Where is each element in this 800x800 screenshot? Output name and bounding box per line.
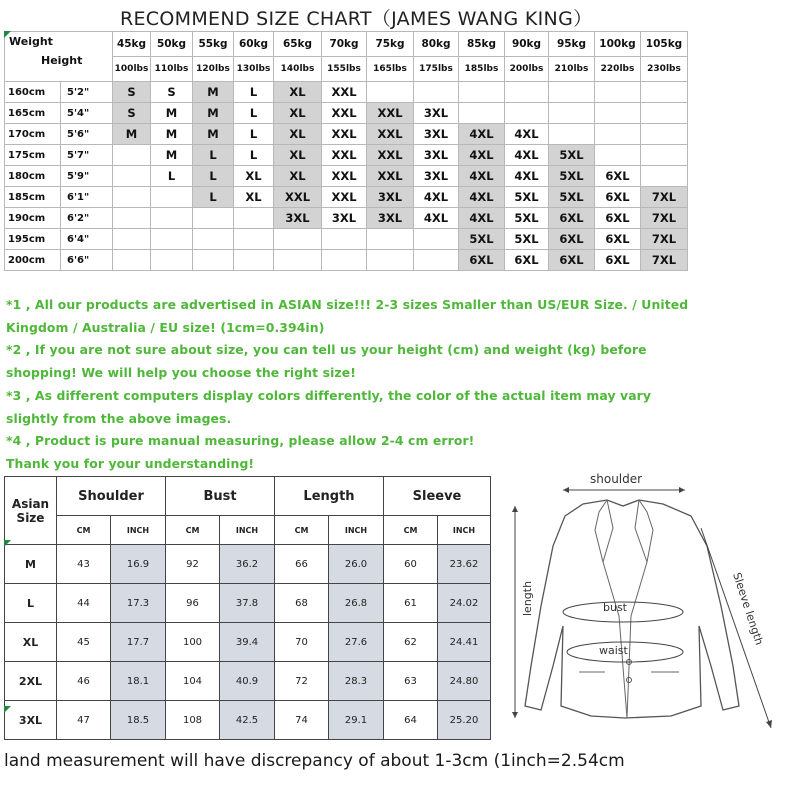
size-cell: L: [234, 82, 274, 103]
note-line: slightly from the above images.: [6, 410, 232, 426]
size-cell: 4XL: [459, 166, 505, 187]
size-cell: [595, 82, 641, 103]
shoulder-label: shoulder: [590, 472, 643, 486]
asian-size-label: Size: [16, 510, 45, 525]
unit-header: CM: [57, 516, 111, 545]
asian-size-label: Asian: [11, 496, 50, 511]
size-cell: 7XL: [641, 208, 688, 229]
size-cell: 3XL: [322, 208, 367, 229]
unit-header: CM: [384, 516, 438, 545]
measure-value: 68: [275, 584, 329, 623]
unit-header: INCH: [329, 516, 384, 545]
measure-value: 27.6: [329, 623, 384, 662]
size-cell: [367, 229, 414, 250]
note-line: *4 , Product is pure manual measuring, please allow 2-4 cm error!: [6, 433, 475, 449]
size-cell: 4XL: [459, 145, 505, 166]
corner-mark-icon: [4, 31, 11, 38]
asian-size-header: [5, 477, 57, 545]
size-cell: 3XL: [414, 124, 459, 145]
height-inch: 5'7": [61, 145, 113, 166]
size-cell: XXL: [322, 124, 367, 145]
size-cell: [459, 82, 505, 103]
weight-kg-header: 50kg: [151, 32, 193, 57]
weight-label: Weight: [9, 35, 53, 48]
size-cell: [414, 250, 459, 271]
measure-value: 70: [275, 623, 329, 662]
size-row: [5, 250, 688, 271]
measure-size: L: [5, 584, 57, 623]
measure-row: [5, 584, 491, 623]
size-cell: 4XL: [414, 187, 459, 208]
size-cell: L: [193, 145, 234, 166]
size-cell: [274, 250, 322, 271]
size-cell: XL: [234, 187, 274, 208]
size-cell: [641, 82, 688, 103]
size-cell: 5XL: [505, 187, 549, 208]
size-cell: 6XL: [595, 250, 641, 271]
size-cell: 4XL: [459, 124, 505, 145]
size-cell: [322, 250, 367, 271]
size-cell: 3XL: [274, 208, 322, 229]
measure-value: 18.1: [111, 662, 166, 701]
size-cell: 6XL: [595, 229, 641, 250]
size-cell: 4XL: [414, 208, 459, 229]
height-inch: 5'9": [61, 166, 113, 187]
size-cell: [151, 250, 193, 271]
measure-size: 3XL: [5, 701, 57, 740]
size-cell: [549, 103, 595, 124]
size-cell: XXL: [367, 124, 414, 145]
weight-lbs-header: 220lbs: [595, 57, 641, 82]
weight-kg-header: 75kg: [367, 32, 414, 57]
size-cell: 4XL: [459, 187, 505, 208]
measure-row: [5, 623, 491, 662]
measure-value: 29.1: [329, 701, 384, 740]
size-cell: M: [113, 124, 151, 145]
measure-value: 62: [384, 623, 438, 662]
chart-title: RECOMMEND SIZE CHART（JAMES WANG KING）: [120, 8, 593, 30]
measure-value: 66: [275, 545, 329, 584]
measure-row: [5, 701, 491, 740]
size-cell: 4XL: [459, 208, 505, 229]
size-cell: 5XL: [549, 166, 595, 187]
size-cell: [367, 82, 414, 103]
weight-lbs-header: 210lbs: [549, 57, 595, 82]
size-cell: 5XL: [505, 229, 549, 250]
size-cell: 3XL: [367, 208, 414, 229]
size-cell: XXL: [367, 103, 414, 124]
unit-header: INCH: [111, 516, 166, 545]
waist-label: waist: [599, 644, 628, 657]
size-row: [5, 103, 688, 124]
measure-value: 23.62: [438, 545, 491, 584]
note-line: *3 , As different computers display colors differently, the color of the actual item may vary: [6, 387, 652, 403]
measure-value: 60: [384, 545, 438, 584]
measure-value: 39.4: [220, 623, 275, 662]
size-row: [5, 145, 688, 166]
size-cell: 4XL: [505, 145, 549, 166]
measure-value: 37.8: [220, 584, 275, 623]
height-cm: 190cm: [5, 208, 61, 229]
measurement-table: [4, 476, 491, 740]
measure-value: 63: [384, 662, 438, 701]
size-cell: XL: [274, 124, 322, 145]
size-cell: XXL: [322, 187, 367, 208]
size-row: [5, 187, 688, 208]
note-line: shopping! We will help you choose the right size!: [6, 365, 356, 381]
size-cell: XXL: [322, 103, 367, 124]
size-cell: [414, 229, 459, 250]
weight-kg-header: 85kg: [459, 32, 505, 57]
corner-mark-icon: [4, 540, 11, 547]
note-line: *1 , All our products are advertised in ASIAN size!!! 2-3 sizes Smaller than US/EUR Size. / United: [6, 297, 689, 312]
size-cell: M: [151, 103, 193, 124]
measure-value: 104: [166, 662, 220, 701]
weight-kg-header: 100kg: [595, 32, 641, 57]
height-cm: 170cm: [5, 124, 61, 145]
size-cell: [414, 82, 459, 103]
size-cell: [367, 250, 414, 271]
length-label: length: [521, 580, 534, 616]
weight-lbs-header: 100lbs: [113, 57, 151, 82]
size-cell: L: [151, 166, 193, 187]
measure-value: 61: [384, 584, 438, 623]
height-label: Height: [41, 54, 83, 67]
size-cell: XL: [274, 145, 322, 166]
size-cell: XXL: [367, 145, 414, 166]
unit-header: INCH: [220, 516, 275, 545]
measure-group-header: Length: [275, 477, 384, 516]
measure-size: XL: [5, 623, 57, 662]
weight-kg-header: 65kg: [274, 32, 322, 57]
size-cell: [193, 229, 234, 250]
measure-value: 17.3: [111, 584, 166, 623]
height-inch: 5'2": [61, 82, 113, 103]
weight-kg-header: 105kg: [641, 32, 688, 57]
size-cell: [641, 145, 688, 166]
size-cell: [505, 103, 549, 124]
weight-lbs-header: 230lbs: [641, 57, 688, 82]
size-cell: L: [234, 124, 274, 145]
size-cell: [113, 187, 151, 208]
weight-kg-row: [5, 32, 688, 57]
measure-value: 26.8: [329, 584, 384, 623]
size-cell: S: [113, 82, 151, 103]
measure-value: 16.9: [111, 545, 166, 584]
height-inch: 5'6": [61, 124, 113, 145]
weight-kg-header: 60kg: [234, 32, 274, 57]
weight-lbs-header: 140lbs: [274, 57, 322, 82]
size-cell: [113, 208, 151, 229]
height-cm: 160cm: [5, 82, 61, 103]
size-cell: [151, 208, 193, 229]
height-cm: 200cm: [5, 250, 61, 271]
weight-lbs-header: 185lbs: [459, 57, 505, 82]
size-cell: [113, 145, 151, 166]
weight-lbs-header: 130lbs: [234, 57, 274, 82]
weight-lbs-header: 175lbs: [414, 57, 459, 82]
measure-value: 25.20: [438, 701, 491, 740]
measure-value: 96: [166, 584, 220, 623]
size-cell: L: [193, 166, 234, 187]
size-cell: [151, 229, 193, 250]
note-line: *2 , If you are not sure about size, you can tell us your height (cm) and weight (kg) before: [6, 342, 647, 358]
height-cm: 180cm: [5, 166, 61, 187]
size-cell: [234, 250, 274, 271]
unit-header: INCH: [438, 516, 491, 545]
jacket-illustration: [495, 466, 795, 746]
size-cell: [641, 124, 688, 145]
size-cell: XL: [234, 166, 274, 187]
size-cell: 3XL: [414, 145, 459, 166]
measure-value: 17.7: [111, 623, 166, 662]
size-row: [5, 229, 688, 250]
weight-lbs-header: 110lbs: [151, 57, 193, 82]
weight-kg-header: 95kg: [549, 32, 595, 57]
size-cell: [113, 229, 151, 250]
height-inch: 6'4": [61, 229, 113, 250]
size-cell: [641, 166, 688, 187]
size-cell: 6XL: [549, 250, 595, 271]
weight-kg-header: 90kg: [505, 32, 549, 57]
sleeve-length-label: Sleeve length: [730, 570, 766, 647]
size-cell: 7XL: [641, 187, 688, 208]
size-cell: [595, 124, 641, 145]
measure-value: 36.2: [220, 545, 275, 584]
size-cell: 6XL: [549, 229, 595, 250]
height-cm: 175cm: [5, 145, 61, 166]
measure-row: [5, 545, 491, 584]
size-cell: XL: [274, 103, 322, 124]
size-cell: 3XL: [414, 166, 459, 187]
size-cell: 6XL: [505, 250, 549, 271]
size-row: [5, 166, 688, 187]
measure-value: 26.0: [329, 545, 384, 584]
measure-value: 46: [57, 662, 111, 701]
size-row: [5, 124, 688, 145]
size-cell: S: [113, 103, 151, 124]
corner-mark-icon: [4, 706, 11, 713]
size-cell: 6XL: [595, 166, 641, 187]
weight-lbs-header: 200lbs: [505, 57, 549, 82]
unit-header: CM: [275, 516, 329, 545]
size-cell: [549, 124, 595, 145]
size-cell: [549, 82, 595, 103]
note-line: Thank you for your understanding!: [6, 455, 255, 471]
measure-unit-row: [5, 516, 491, 545]
measure-value: 24.02: [438, 584, 491, 623]
size-cell: [113, 166, 151, 187]
size-cell: [234, 229, 274, 250]
size-cell: M: [193, 82, 234, 103]
size-cell: XL: [274, 82, 322, 103]
measure-value: 47: [57, 701, 111, 740]
size-cell: XXL: [322, 82, 367, 103]
size-cell: 5XL: [549, 187, 595, 208]
size-cell: [459, 103, 505, 124]
size-cell: [505, 82, 549, 103]
size-cell: L: [234, 145, 274, 166]
size-cell: 6XL: [595, 208, 641, 229]
weight-height-corner: [5, 32, 113, 82]
size-cell: 5XL: [549, 145, 595, 166]
bust-label: bust: [603, 601, 627, 614]
size-cell: XXL: [274, 187, 322, 208]
measure-value: 44: [57, 584, 111, 623]
size-cell: 6XL: [595, 187, 641, 208]
size-cell: 7XL: [641, 250, 688, 271]
measure-value: 72: [275, 662, 329, 701]
size-cell: 5XL: [505, 208, 549, 229]
measure-value: 28.3: [329, 662, 384, 701]
size-row: [5, 82, 688, 103]
size-cell: 6XL: [459, 250, 505, 271]
size-cell: [595, 103, 641, 124]
measure-group-row: [5, 477, 491, 516]
size-cell: XL: [274, 166, 322, 187]
weight-lbs-header: 120lbs: [193, 57, 234, 82]
weight-lbs-header: 165lbs: [367, 57, 414, 82]
weight-kg-header: 70kg: [322, 32, 367, 57]
size-cell: [193, 250, 234, 271]
measure-value: 108: [166, 701, 220, 740]
size-cell: M: [151, 124, 193, 145]
height-inch: 6'6": [61, 250, 113, 271]
size-cell: L: [234, 103, 274, 124]
measure-value: 18.5: [111, 701, 166, 740]
measure-value: 43: [57, 545, 111, 584]
weight-lbs-header: 155lbs: [322, 57, 367, 82]
size-cell: 3XL: [414, 103, 459, 124]
height-cm: 195cm: [5, 229, 61, 250]
size-cell: M: [193, 103, 234, 124]
size-row: [5, 208, 688, 229]
size-cell: 6XL: [549, 208, 595, 229]
height-cm: 165cm: [5, 103, 61, 124]
jacket-diagram: [495, 466, 795, 746]
unit-header: CM: [166, 516, 220, 545]
size-cell: S: [151, 82, 193, 103]
measure-group-header: Shoulder: [57, 477, 166, 516]
size-cell: XXL: [322, 145, 367, 166]
size-cell: [595, 145, 641, 166]
measure-value: 100: [166, 623, 220, 662]
weight-kg-header: 80kg: [414, 32, 459, 57]
weight-kg-header: 45kg: [113, 32, 151, 57]
measure-value: 74: [275, 701, 329, 740]
notes: [6, 294, 798, 476]
size-cell: L: [193, 187, 234, 208]
measure-size: M: [5, 545, 57, 584]
measure-value: 24.80: [438, 662, 491, 701]
height-inch: 6'2": [61, 208, 113, 229]
measure-value: 24.41: [438, 623, 491, 662]
measure-value: 40.9: [220, 662, 275, 701]
measure-value: 45: [57, 623, 111, 662]
measure-group-header: Sleeve: [384, 477, 491, 516]
note-line: Kingdom / Australia / EU size! (1cm=0.394in): [6, 319, 325, 335]
size-cell: 5XL: [459, 229, 505, 250]
recommend-size-table: [4, 31, 688, 271]
size-cell: [641, 103, 688, 124]
measure-value: 92: [166, 545, 220, 584]
size-cell: [151, 187, 193, 208]
size-cell: [322, 229, 367, 250]
size-cell: XXL: [322, 166, 367, 187]
size-cell: 7XL: [641, 229, 688, 250]
height-cm: 185cm: [5, 187, 61, 208]
size-cell: [234, 208, 274, 229]
measure-size: 2XL: [5, 662, 57, 701]
footer-note: land measurement will have discrepancy of about 1-3cm (1inch=2.54cm: [4, 751, 625, 771]
size-cell: M: [193, 124, 234, 145]
size-cell: XXL: [367, 166, 414, 187]
size-cell: [113, 250, 151, 271]
measure-row: [5, 662, 491, 701]
height-inch: 5'4": [61, 103, 113, 124]
measure-value: 64: [384, 701, 438, 740]
size-cell: M: [151, 145, 193, 166]
size-cell: 4XL: [505, 124, 549, 145]
measure-value: 42.5: [220, 701, 275, 740]
size-cell: [274, 229, 322, 250]
size-cell: 3XL: [367, 187, 414, 208]
size-cell: [193, 208, 234, 229]
height-inch: 6'1": [61, 187, 113, 208]
size-cell: 4XL: [505, 166, 549, 187]
measure-group-header: Bust: [166, 477, 275, 516]
weight-kg-header: 55kg: [193, 32, 234, 57]
